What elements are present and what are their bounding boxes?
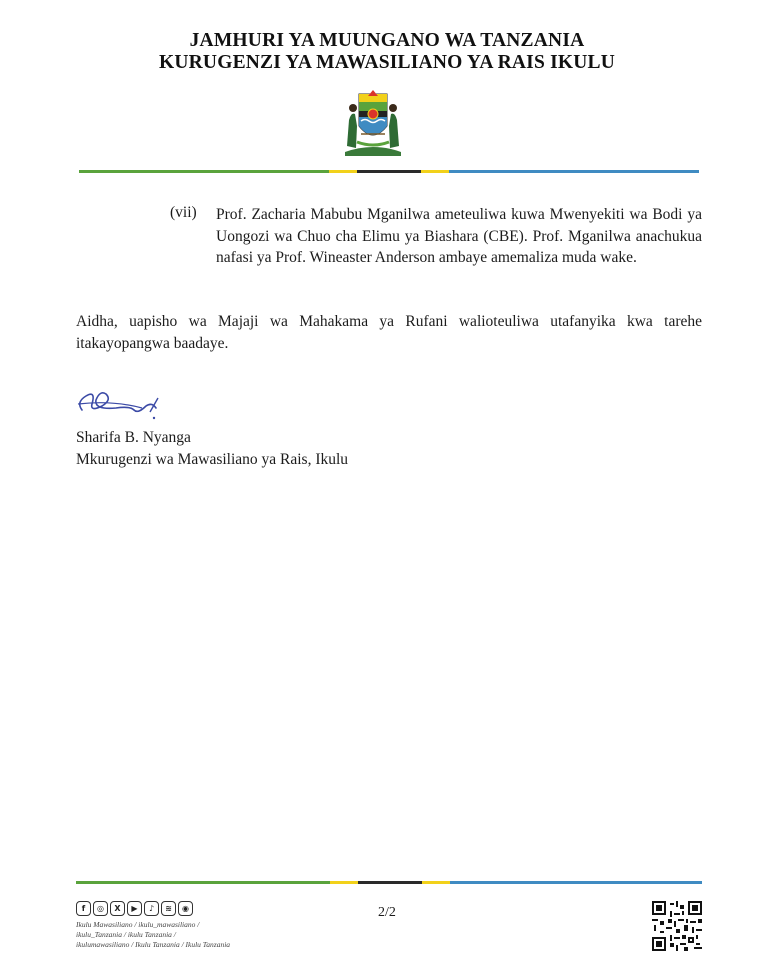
header-line-2: KURUGENZI YA MAWASILIANO YA RAIS IKULU [158, 52, 616, 73]
divider-blue-segment [449, 170, 699, 173]
tiktok-icon[interactable]: ♪ [144, 901, 159, 916]
header-line-1: JAMHURI YA MUUNGANO WA TANZANIA [189, 30, 585, 51]
divider-black-segment [357, 170, 421, 173]
handles-line-3: ikulumawasiliano / Ikulu Tanzania / Ikulu Tanzania [76, 940, 231, 949]
signer-name: Sharifa B. Nyanga [76, 429, 191, 446]
divider-yellow-segment [329, 170, 357, 173]
x-icon[interactable]: X [110, 901, 125, 916]
closing-paragraph: Aidha, uapisho wa Majaji wa Mahakama ya Rufani walioteuliwa utafanyika kwa tarehe itakayopangwa baadaye. [76, 313, 702, 352]
youtube-icon[interactable]: ▶ [127, 901, 142, 916]
handwritten-signature [72, 380, 164, 422]
spotify-icon[interactable]: ≋ [161, 901, 176, 916]
signer-block [76, 427, 476, 470]
handles-line-2: ikulu_Tanzania / ikulu Tanzania / [76, 930, 176, 939]
item-number: (vii) [170, 204, 197, 221]
page-number: 2/2 [378, 905, 396, 920]
coat-of-arms-icon [337, 86, 409, 158]
podcast-icon[interactable]: ◉ [178, 901, 193, 916]
header-divider [79, 170, 699, 173]
divider-blue-segment [450, 881, 702, 884]
qr-code-icon[interactable] [652, 901, 702, 951]
item-paragraph: Prof. Zacharia Mabubu Mganilwa ameteuliwa kuwa Mwenyekiti wa Bodi ya Uongozi wa Chuo cha Elimu ya Biashara (CBE). Prof. Mganilwa anachukua nafasi ya Prof. Wineaster Anderson ambaye amemaliza muda wake. [216, 206, 702, 266]
instagram-icon[interactable]: ◎ [93, 901, 108, 916]
facebook-icon[interactable]: f [76, 901, 91, 916]
divider-yellow-segment [330, 881, 358, 884]
divider-green-segment [79, 170, 329, 173]
divider-yellow-segment [422, 881, 450, 884]
footer-divider [76, 881, 702, 884]
handles-line-1: Ikulu Mawasiliano / ikulu_mawasiliano / [76, 920, 200, 929]
divider-green-segment [76, 881, 330, 884]
social-handles [76, 920, 276, 950]
divider-yellow-segment [421, 170, 449, 173]
signer-title: Mkurugenzi wa Mawasiliano ya Rais, Ikulu [76, 450, 349, 468]
divider-black-segment [358, 881, 422, 884]
